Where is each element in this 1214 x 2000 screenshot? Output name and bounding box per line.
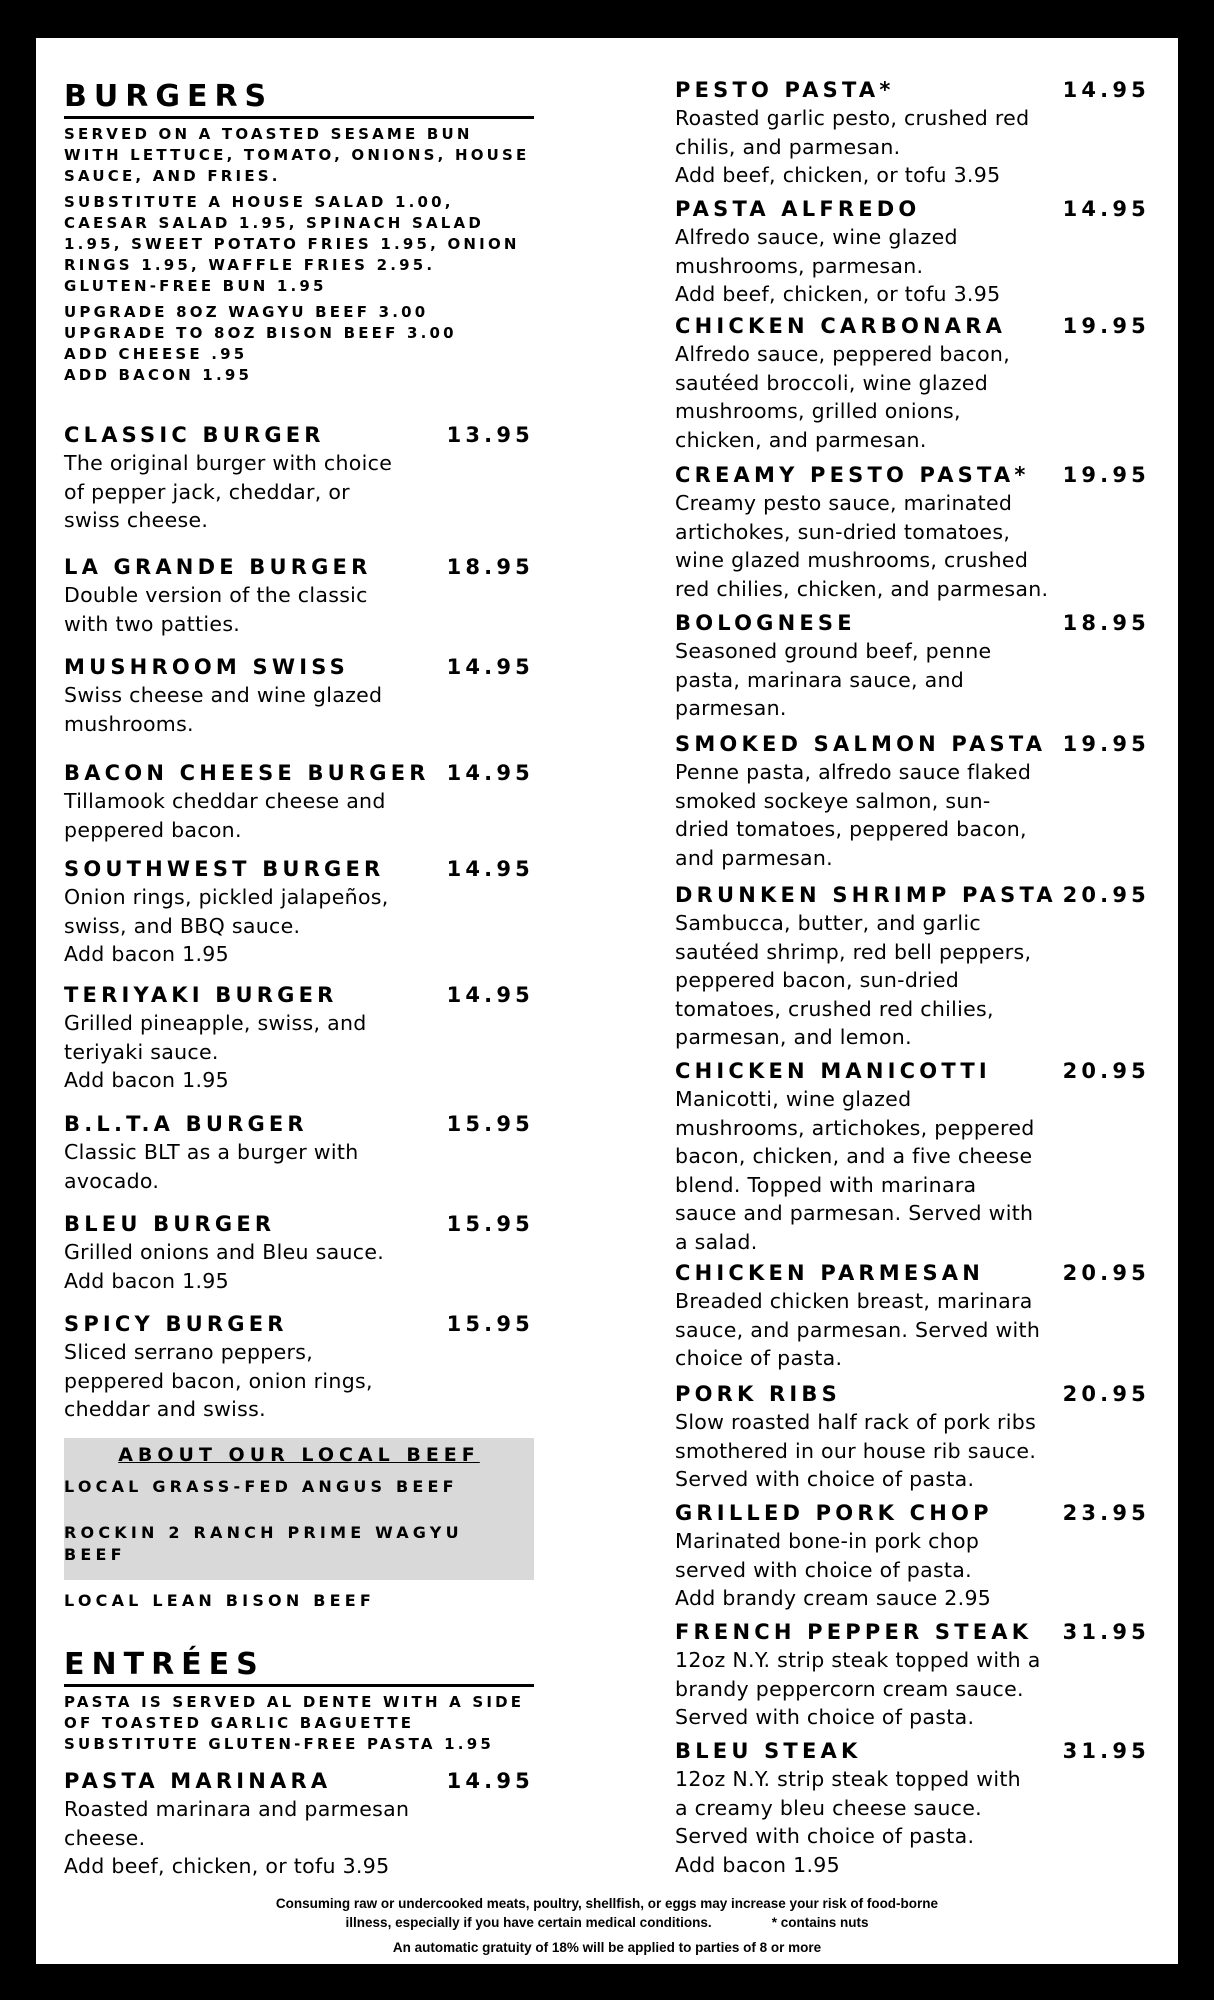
menu-item xyxy=(675,1499,1150,1613)
entrees-title: ENTRÉES xyxy=(64,1646,534,1687)
menu-item xyxy=(675,1259,1150,1373)
item-description: 12oz N.Y. strip steak topped with a creamy bleu cheese sauce. Served with choice of pasta. Add bacon 1.95 xyxy=(675,1767,1021,1877)
item-name: BACON CHEESE BURGER xyxy=(64,761,430,785)
item-price: 19.95 xyxy=(1062,732,1150,756)
item-description: Sliced serrano peppers, peppered bacon, onion rings, cheddar and swiss. xyxy=(64,1340,373,1421)
item-name: BLEU STEAK xyxy=(675,1739,862,1763)
menu-item xyxy=(64,981,534,1095)
item-name: TERIYAKI BURGER xyxy=(64,983,338,1007)
item-description: Roasted garlic pesto, crushed red chilis, and parmesan. Add beef, chicken, or tofu 3.95 xyxy=(675,106,1030,187)
item-price: 20.95 xyxy=(1062,1261,1150,1285)
item-name: CHICKEN MANICOTTI xyxy=(675,1059,991,1083)
burgers-note: SUBSTITUTE A HOUSE SALAD 1.00, CAESAR SALAD 1.95, SPINACH SALAD 1.95, SWEET POTATO FRIES 1.95, ONION RINGS 1.95, WAFFLE FRIES 2.95. xyxy=(64,193,520,274)
burgers-title: BURGERS xyxy=(64,78,534,119)
burgers-note: SERVED ON A TOASTED SESAME BUN WITH LETTUCE, TOMATO, ONIONS, HOUSE SAUCE, AND FRIES. xyxy=(64,125,530,185)
item-name: GRILLED PORK CHOP xyxy=(675,1501,993,1525)
item-description: Alfredo sauce, peppered bacon, sautéed broccoli, wine glazed mushrooms, grilled onions, chicken, and parmesan. xyxy=(675,342,1011,452)
item-name: BLEU BURGER xyxy=(64,1212,276,1236)
item-price: 14.95 xyxy=(446,1769,534,1793)
warning-line-2 xyxy=(36,1913,1178,1932)
item-name: FRENCH PEPPER STEAK xyxy=(675,1620,1033,1644)
item-description: Manicotti, wine glazed mushrooms, artichokes, peppered bacon, chicken, and a five cheese blend. Topped with marinara sauce and parmesan. Served with a salad. xyxy=(675,1087,1035,1254)
item-price: 18.95 xyxy=(1062,611,1150,635)
item-description: Creamy pesto sauce, marinated artichokes, sun-dried tomatoes, wine glazed mushrooms, crushed red chilies, chicken, and parmesan. xyxy=(675,491,1049,601)
item-name: CHICKEN PARMESAN xyxy=(675,1261,984,1285)
menu-item xyxy=(64,1310,534,1424)
item-price: 20.95 xyxy=(1062,883,1150,907)
burgers-notes xyxy=(64,124,534,386)
item-price: 19.95 xyxy=(1062,463,1150,487)
item-name: DRUNKEN SHRIMP PASTA xyxy=(675,883,1057,907)
item-description: Marinated bone-in pork chop served with choice of pasta. Add brandy cream sauce 2.95 xyxy=(675,1529,992,1610)
item-name: CLASSIC BURGER xyxy=(64,423,325,447)
burgers-note: ADD BACON 1.95 xyxy=(64,366,253,384)
item-description: Grilled pineapple, swiss, and teriyaki sauce. Add bacon 1.95 xyxy=(64,1011,367,1092)
item-name: MUSHROOM SWISS xyxy=(64,655,349,679)
item-name: PASTA MARINARA xyxy=(64,1769,332,1793)
item-price: 15.95 xyxy=(446,1312,534,1336)
item-price: 20.95 xyxy=(1062,1059,1150,1083)
item-description: The original burger with choice of pepper jack, cheddar, or swiss cheese. xyxy=(64,451,393,532)
item-description: Swiss cheese and wine glazed mushrooms. xyxy=(64,683,383,736)
item-name: LA GRANDE BURGER xyxy=(64,555,372,579)
gratuity-note: An automatic gratuity of 18% will be applied to parties of 8 or more xyxy=(392,1940,822,1955)
local-beef-line: LOCAL GRASS-FED ANGUS BEEF xyxy=(64,1477,458,1496)
menu-item xyxy=(675,1057,1150,1256)
item-name: PASTA ALFREDO xyxy=(675,197,921,221)
item-price: 14.95 xyxy=(446,655,534,679)
item-description: 12oz N.Y. strip steak topped with a brandy peppercorn cream sauce. Served with choice of pasta. xyxy=(675,1648,1041,1729)
burgers-note: ADD CHEESE .95 xyxy=(64,345,248,363)
burgers-note: UPGRADE TO 8OZ BISON BEEF 3.00 xyxy=(64,324,457,342)
item-description: Grilled onions and Bleu sauce. Add bacon 1.95 xyxy=(64,1240,385,1293)
item-price: 31.95 xyxy=(1062,1620,1150,1644)
item-price: 31.95 xyxy=(1062,1739,1150,1763)
menu-item xyxy=(64,1110,534,1195)
entrees-section xyxy=(64,1646,534,1755)
local-beef-line: LOCAL LEAN BISON BEEF xyxy=(64,1591,376,1610)
menu-item xyxy=(64,855,534,969)
local-beef-title: ABOUT OUR LOCAL BEEF xyxy=(118,1444,480,1466)
item-price: 15.95 xyxy=(446,1212,534,1236)
entrees-notes xyxy=(64,1692,534,1755)
menu-item xyxy=(64,553,534,638)
item-description: Breaded chicken breast, marinara sauce, and parmesan. Served with choice of pasta. xyxy=(675,1289,1041,1370)
warning-line: Consuming raw or undercooked meats, poultry, shellfish, or eggs may increase your risk of food-borne xyxy=(275,1896,939,1911)
item-name: SOUTHWEST BURGER xyxy=(64,857,385,881)
item-name: SMOKED SALMON PASTA xyxy=(675,732,1047,756)
nuts-note: * contains nuts xyxy=(771,1915,869,1930)
menu-item xyxy=(64,1210,534,1295)
item-description: Alfredo sauce, wine glazed mushrooms, parmesan. Add beef, chicken, or tofu 3.95 xyxy=(675,225,1001,306)
menu-item xyxy=(675,461,1150,603)
menu-item xyxy=(675,1380,1150,1494)
item-description: Penne pasta, alfredo sauce flaked smoked sockeye salmon, sun- dried tomatoes, peppered bacon, and parmesan. xyxy=(675,760,1032,870)
item-price: 19.95 xyxy=(1062,314,1150,338)
item-description: Classic BLT as a burger with avocado. xyxy=(64,1140,359,1193)
item-description: Tillamook cheddar cheese and peppered bacon. xyxy=(64,789,386,842)
item-name: PORK RIBS xyxy=(675,1382,841,1406)
entrees-note: PASTA IS SERVED AL DENTE WITH A SIDE OF TOASTED GARLIC BAGUETTE xyxy=(64,1693,525,1732)
item-name: BOLOGNESE xyxy=(675,611,856,635)
menu-item xyxy=(64,759,534,844)
item-price: 15.95 xyxy=(446,1112,534,1136)
menu-item xyxy=(675,609,1150,723)
item-description: Seasoned ground beef, penne pasta, marinara sauce, and parmesan. xyxy=(675,639,992,720)
item-price: 14.95 xyxy=(446,857,534,881)
item-description: Roasted marinara and parmesan cheese. Add beef, chicken, or tofu 3.95 xyxy=(64,1797,410,1878)
item-name: PESTO PASTA* xyxy=(675,78,895,102)
item-name: CREAMY PESTO PASTA* xyxy=(675,463,1030,487)
menu-item xyxy=(64,421,534,535)
item-price: 13.95 xyxy=(446,423,534,447)
item-name: CHICKEN CARBONARA xyxy=(675,314,1007,338)
menu-item xyxy=(675,76,1150,190)
menu-item xyxy=(675,881,1150,1052)
menu-item xyxy=(675,1618,1150,1732)
item-name: B.L.T.A BURGER xyxy=(64,1112,308,1136)
burgers-section xyxy=(64,78,534,386)
item-description: Slow roasted half rack of pork ribs smothered in our house rib sauce. Served with choice of pasta. xyxy=(675,1410,1037,1491)
item-name: SPICY BURGER xyxy=(64,1312,288,1336)
item-price: 14.95 xyxy=(446,983,534,1007)
menu-item xyxy=(675,312,1150,454)
item-price: 18.95 xyxy=(446,555,534,579)
menu-page xyxy=(36,38,1178,1964)
item-price: 23.95 xyxy=(1062,1501,1150,1525)
local-beef-box xyxy=(64,1438,534,1610)
menu-item xyxy=(675,730,1150,872)
local-beef-line: ROCKIN 2 RANCH PRIME WAGYU BEEF xyxy=(64,1523,463,1564)
item-price: 14.95 xyxy=(446,761,534,785)
menu-item xyxy=(64,1767,534,1881)
item-description: Onion rings, pickled jalapeños, swiss, and BBQ sauce. Add bacon 1.95 xyxy=(64,885,389,966)
menu-item xyxy=(64,653,534,738)
burgers-note: UPGRADE 8OZ WAGYU BEEF 3.00 xyxy=(64,303,429,321)
food-safety-warning xyxy=(36,1894,1178,1932)
item-price: 14.95 xyxy=(1062,78,1150,102)
entrees-note: SUBSTITUTE GLUTEN-FREE PASTA 1.95 xyxy=(64,1735,494,1753)
warning-line: illness, especially if you have certain medical conditions. xyxy=(345,1915,712,1930)
item-description: Double version of the classic with two patties. xyxy=(64,583,368,636)
burgers-note: GLUTEN-FREE BUN 1.95 xyxy=(64,277,327,295)
menu-item xyxy=(675,1737,1150,1879)
item-price: 20.95 xyxy=(1062,1382,1150,1406)
item-price: 14.95 xyxy=(1062,197,1150,221)
menu-item xyxy=(675,195,1150,309)
item-description: Sambucca, butter, and garlic sautéed shrimp, red bell peppers, peppered bacon, sun-dried tomatoes, crushed red chilies, parmesan, and lemon. xyxy=(675,911,1032,1049)
